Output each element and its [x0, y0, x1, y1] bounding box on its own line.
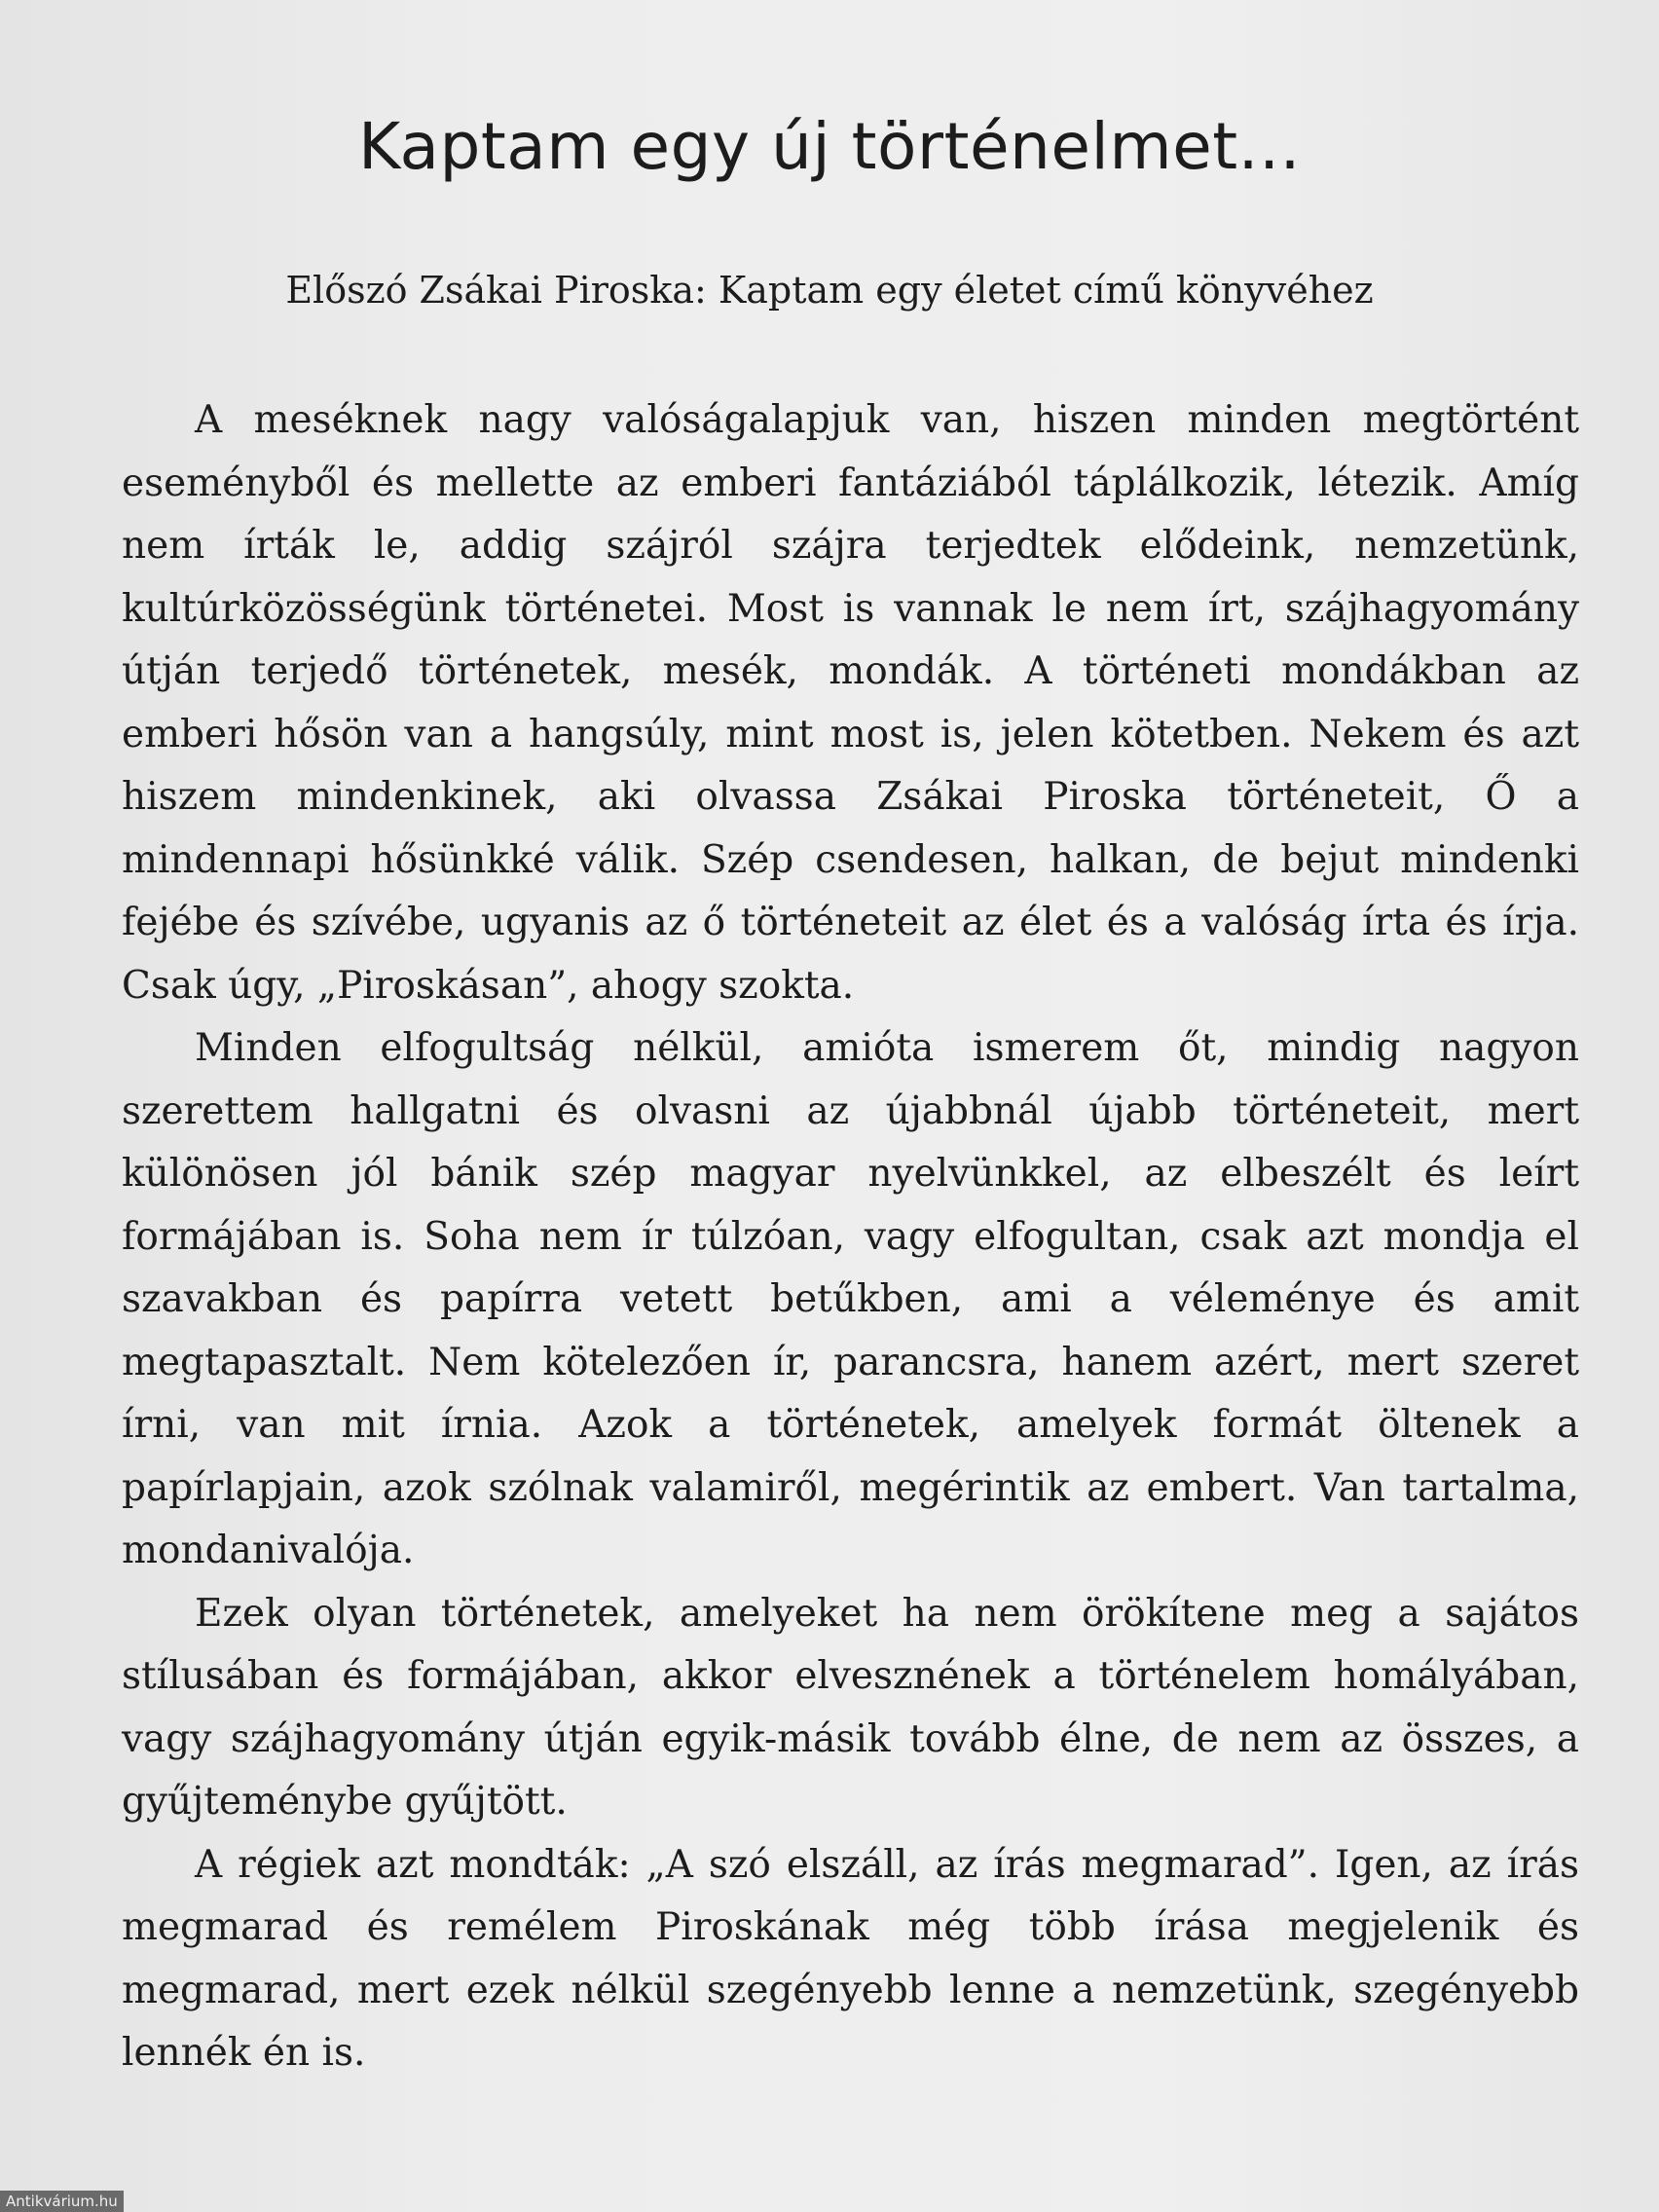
paragraph: Minden elfogultság nélkül, amióta ismerem őt, mindig nagyon szerettem hallgatni és olvasni az újabbnál újabb történeteit, mert különösen jól bánik szép magyar nyelvünkkel, az elbeszélt és leírt formájában is. Soha nem ír túlzóan, vagy elfogultan, csak azt mondja el szavakban és papírra vetett betűkben, ami a véleménye és amit megtapasztalt. Nem kötelezően ír, parancsra, hanem azért, mert szeret írni, van mit írnia. Azok a történetek, amelyek formát öltenek a papírlapjain, azok szólnak valamiről, megérintik az embert. Van tartalma, mondanivalója.: [122, 1026, 1579, 1572]
paragraph: A meséknek nagy valóságalapjuk van, hiszen minden megtörtént eseményből és mellette az emberi fantáziából táplálkozik, létezik. Amíg nem írták le, addig szájról szájra terjedtek elődeink, nemzetünk, kultúrközösségünk történetei. Most is vannak le nem írt, szájhagyomány útján terjedő történetek, mesék, mondák. A történeti mondákban az emberi hősön van a hangsúly, mint most is, jelen kötetben. Nekem és azt hiszem mindenkinek, aki olvassa Zsákai Piroska történeteit, Ő a mindennapi hősünkké válik. Szép csendesen, halkan, de bejut mindenki fejébe és szívébe, ugyanis az ő történeteit az élet és a valóság írta és írja. Csak úgy, „Piroskásan”, ahogy szokta.: [122, 398, 1579, 1008]
watermark: Antikvárium.hu: [0, 2191, 124, 2212]
paragraph: A régiek azt mondták: „A szó elszáll, az írás megmarad”. Igen, az írás megmarad és remélem Piroskának még több írása megjelenik és megmarad, mert ezek nélkül szegényebb lenne a nemzetünk, szegényebb lennék én is.: [122, 1842, 1579, 2075]
body-text: [122, 389, 1579, 2085]
page-subtitle: Előszó Zsákai Piroska: Kaptam egy életet című könyvéhez: [285, 269, 1374, 312]
page-title: Kaptam egy új történelmet...: [357, 109, 1302, 184]
paragraph: Ezek olyan történetek, amelyeket ha nem örökítene meg a sajátos stílusában és formájában, akkor elvesznének a történelem homályában, vagy szájhagyomány útján egyik-másik tovább élne, de nem az összes, a gyűjteménybe gyűjtött.: [122, 1591, 1579, 1824]
